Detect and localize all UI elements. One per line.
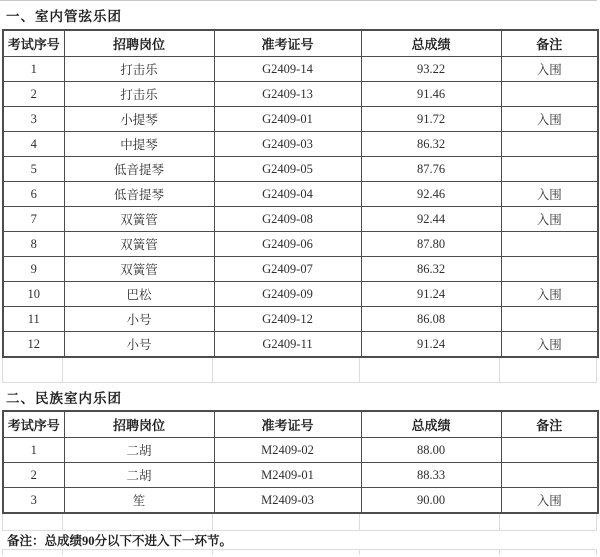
cell-remark <box>501 232 598 257</box>
cell-remark: 入围 <box>501 107 598 132</box>
table-row <box>3 307 598 332</box>
cell-position: 二胡 <box>64 438 214 463</box>
header-cell-exam-no: 考试序号 <box>3 411 64 438</box>
cell-ticket: G2409-08 <box>214 207 361 232</box>
cell-position: 中提琴 <box>64 132 214 157</box>
cell-remark: 入围 <box>501 488 598 514</box>
cell-remark <box>501 438 598 463</box>
cell-position: 低音提琴 <box>64 182 214 207</box>
header-cell-exam-no: 考试序号 <box>3 30 64 57</box>
header-row <box>3 30 598 57</box>
cell-ticket: G2409-12 <box>214 307 361 332</box>
cell-score: 88.33 <box>361 463 501 488</box>
empty-grid-row <box>2 514 597 531</box>
cell-ticket: G2409-07 <box>214 257 361 282</box>
table-row <box>3 82 598 107</box>
cell-remark <box>501 82 598 107</box>
table-row <box>3 157 598 182</box>
cell-remark: 入围 <box>501 282 598 307</box>
cell-position: 巴松 <box>64 282 214 307</box>
cell-score: 92.44 <box>361 207 501 232</box>
header-row <box>3 411 598 438</box>
cell-score: 87.76 <box>361 157 501 182</box>
section-title-folk-ensemble: 二、民族室内乐团 <box>6 390 122 406</box>
cell-ticket: G2409-03 <box>214 132 361 157</box>
cell-exam-no: 10 <box>3 282 64 307</box>
cell-exam-no: 12 <box>3 332 64 358</box>
table-row <box>3 488 598 514</box>
cell-position: 小提琴 <box>64 107 214 132</box>
cell-exam-no: 6 <box>3 182 64 207</box>
cell-exam-no: 3 <box>3 107 64 132</box>
cell-remark: 入围 <box>501 182 598 207</box>
cell-score: 86.32 <box>361 132 501 157</box>
empty-grid-row <box>2 358 597 383</box>
table-row <box>3 182 598 207</box>
cell-remark <box>501 463 598 488</box>
table-row <box>3 232 598 257</box>
header-cell-position: 招聘岗位 <box>64 411 214 438</box>
cell-exam-no: 3 <box>3 488 64 514</box>
cell-remark <box>501 307 598 332</box>
table-row <box>3 282 598 307</box>
cell-score: 88.00 <box>361 438 501 463</box>
header-cell-score: 总成绩 <box>361 30 501 57</box>
table-row <box>3 132 598 157</box>
cell-ticket: G2409-04 <box>214 182 361 207</box>
cell-position: 小号 <box>64 332 214 358</box>
cell-score: 86.08 <box>361 307 501 332</box>
cell-remark: 入围 <box>501 57 598 82</box>
cell-position: 双簧管 <box>64 257 214 282</box>
cell-position: 低音提琴 <box>64 157 214 182</box>
cell-position: 笙 <box>64 488 214 514</box>
cell-exam-no: 1 <box>3 438 64 463</box>
cell-exam-no: 4 <box>3 132 64 157</box>
footer-note: 备注：总成绩90分以下不进入下一环节。 <box>2 531 597 550</box>
cell-exam-no: 7 <box>3 207 64 232</box>
header-cell-ticket: 准考证号 <box>214 30 361 57</box>
cell-remark: 入围 <box>501 332 598 358</box>
cell-exam-no: 8 <box>3 232 64 257</box>
cell-score: 86.32 <box>361 257 501 282</box>
cell-ticket: G2409-06 <box>214 232 361 257</box>
cell-exam-no: 9 <box>3 257 64 282</box>
cell-position: 双簧管 <box>64 207 214 232</box>
cell-position: 双簧管 <box>64 232 214 257</box>
section-title-chamber-orchestra: 一、室内管弦乐团 <box>6 9 122 24</box>
cell-remark: 入围 <box>501 207 598 232</box>
table-row <box>3 107 598 132</box>
cell-score: 93.22 <box>361 57 501 82</box>
table-row <box>3 463 598 488</box>
cell-remark <box>501 157 598 182</box>
header-cell-score: 总成绩 <box>361 411 501 438</box>
cell-score: 87.80 <box>361 232 501 257</box>
cell-position: 打击乐 <box>64 82 214 107</box>
cell-ticket: M2409-02 <box>214 438 361 463</box>
cell-score: 91.72 <box>361 107 501 132</box>
cell-remark <box>501 257 598 282</box>
header-cell-position: 招聘岗位 <box>64 30 214 57</box>
cell-ticket: G2409-13 <box>214 82 361 107</box>
cell-score: 91.24 <box>361 332 501 358</box>
cell-ticket: G2409-09 <box>214 282 361 307</box>
cell-score: 91.24 <box>361 282 501 307</box>
cell-ticket: G2409-14 <box>214 57 361 82</box>
cell-score: 90.00 <box>361 488 501 514</box>
cell-ticket: G2409-05 <box>214 157 361 182</box>
table-row <box>3 207 598 232</box>
cell-remark <box>501 132 598 157</box>
header-cell-remark: 备注 <box>501 411 598 438</box>
grid-stub-row <box>2 550 597 555</box>
cell-position: 二胡 <box>64 463 214 488</box>
cell-ticket: M2409-01 <box>214 463 361 488</box>
cell-score: 92.46 <box>361 182 501 207</box>
cell-position: 打击乐 <box>64 57 214 82</box>
table-row <box>3 257 598 282</box>
cell-ticket: G2409-01 <box>214 107 361 132</box>
header-cell-remark: 备注 <box>501 30 598 57</box>
cell-exam-no: 2 <box>3 463 64 488</box>
table-row <box>3 332 598 358</box>
cell-exam-no: 2 <box>3 82 64 107</box>
cell-exam-no: 11 <box>3 307 64 332</box>
cell-exam-no: 5 <box>3 157 64 182</box>
header-cell-ticket: 准考证号 <box>214 411 361 438</box>
cell-ticket: M2409-03 <box>214 488 361 514</box>
table-row <box>3 438 598 463</box>
cell-position: 小号 <box>64 307 214 332</box>
cell-exam-no: 1 <box>3 57 64 82</box>
cell-score: 91.46 <box>361 82 501 107</box>
cell-ticket: G2409-11 <box>214 332 361 358</box>
table-row <box>3 57 598 82</box>
results-table-folk-ensemble <box>2 410 599 514</box>
results-table-chamber-orchestra <box>2 29 599 358</box>
